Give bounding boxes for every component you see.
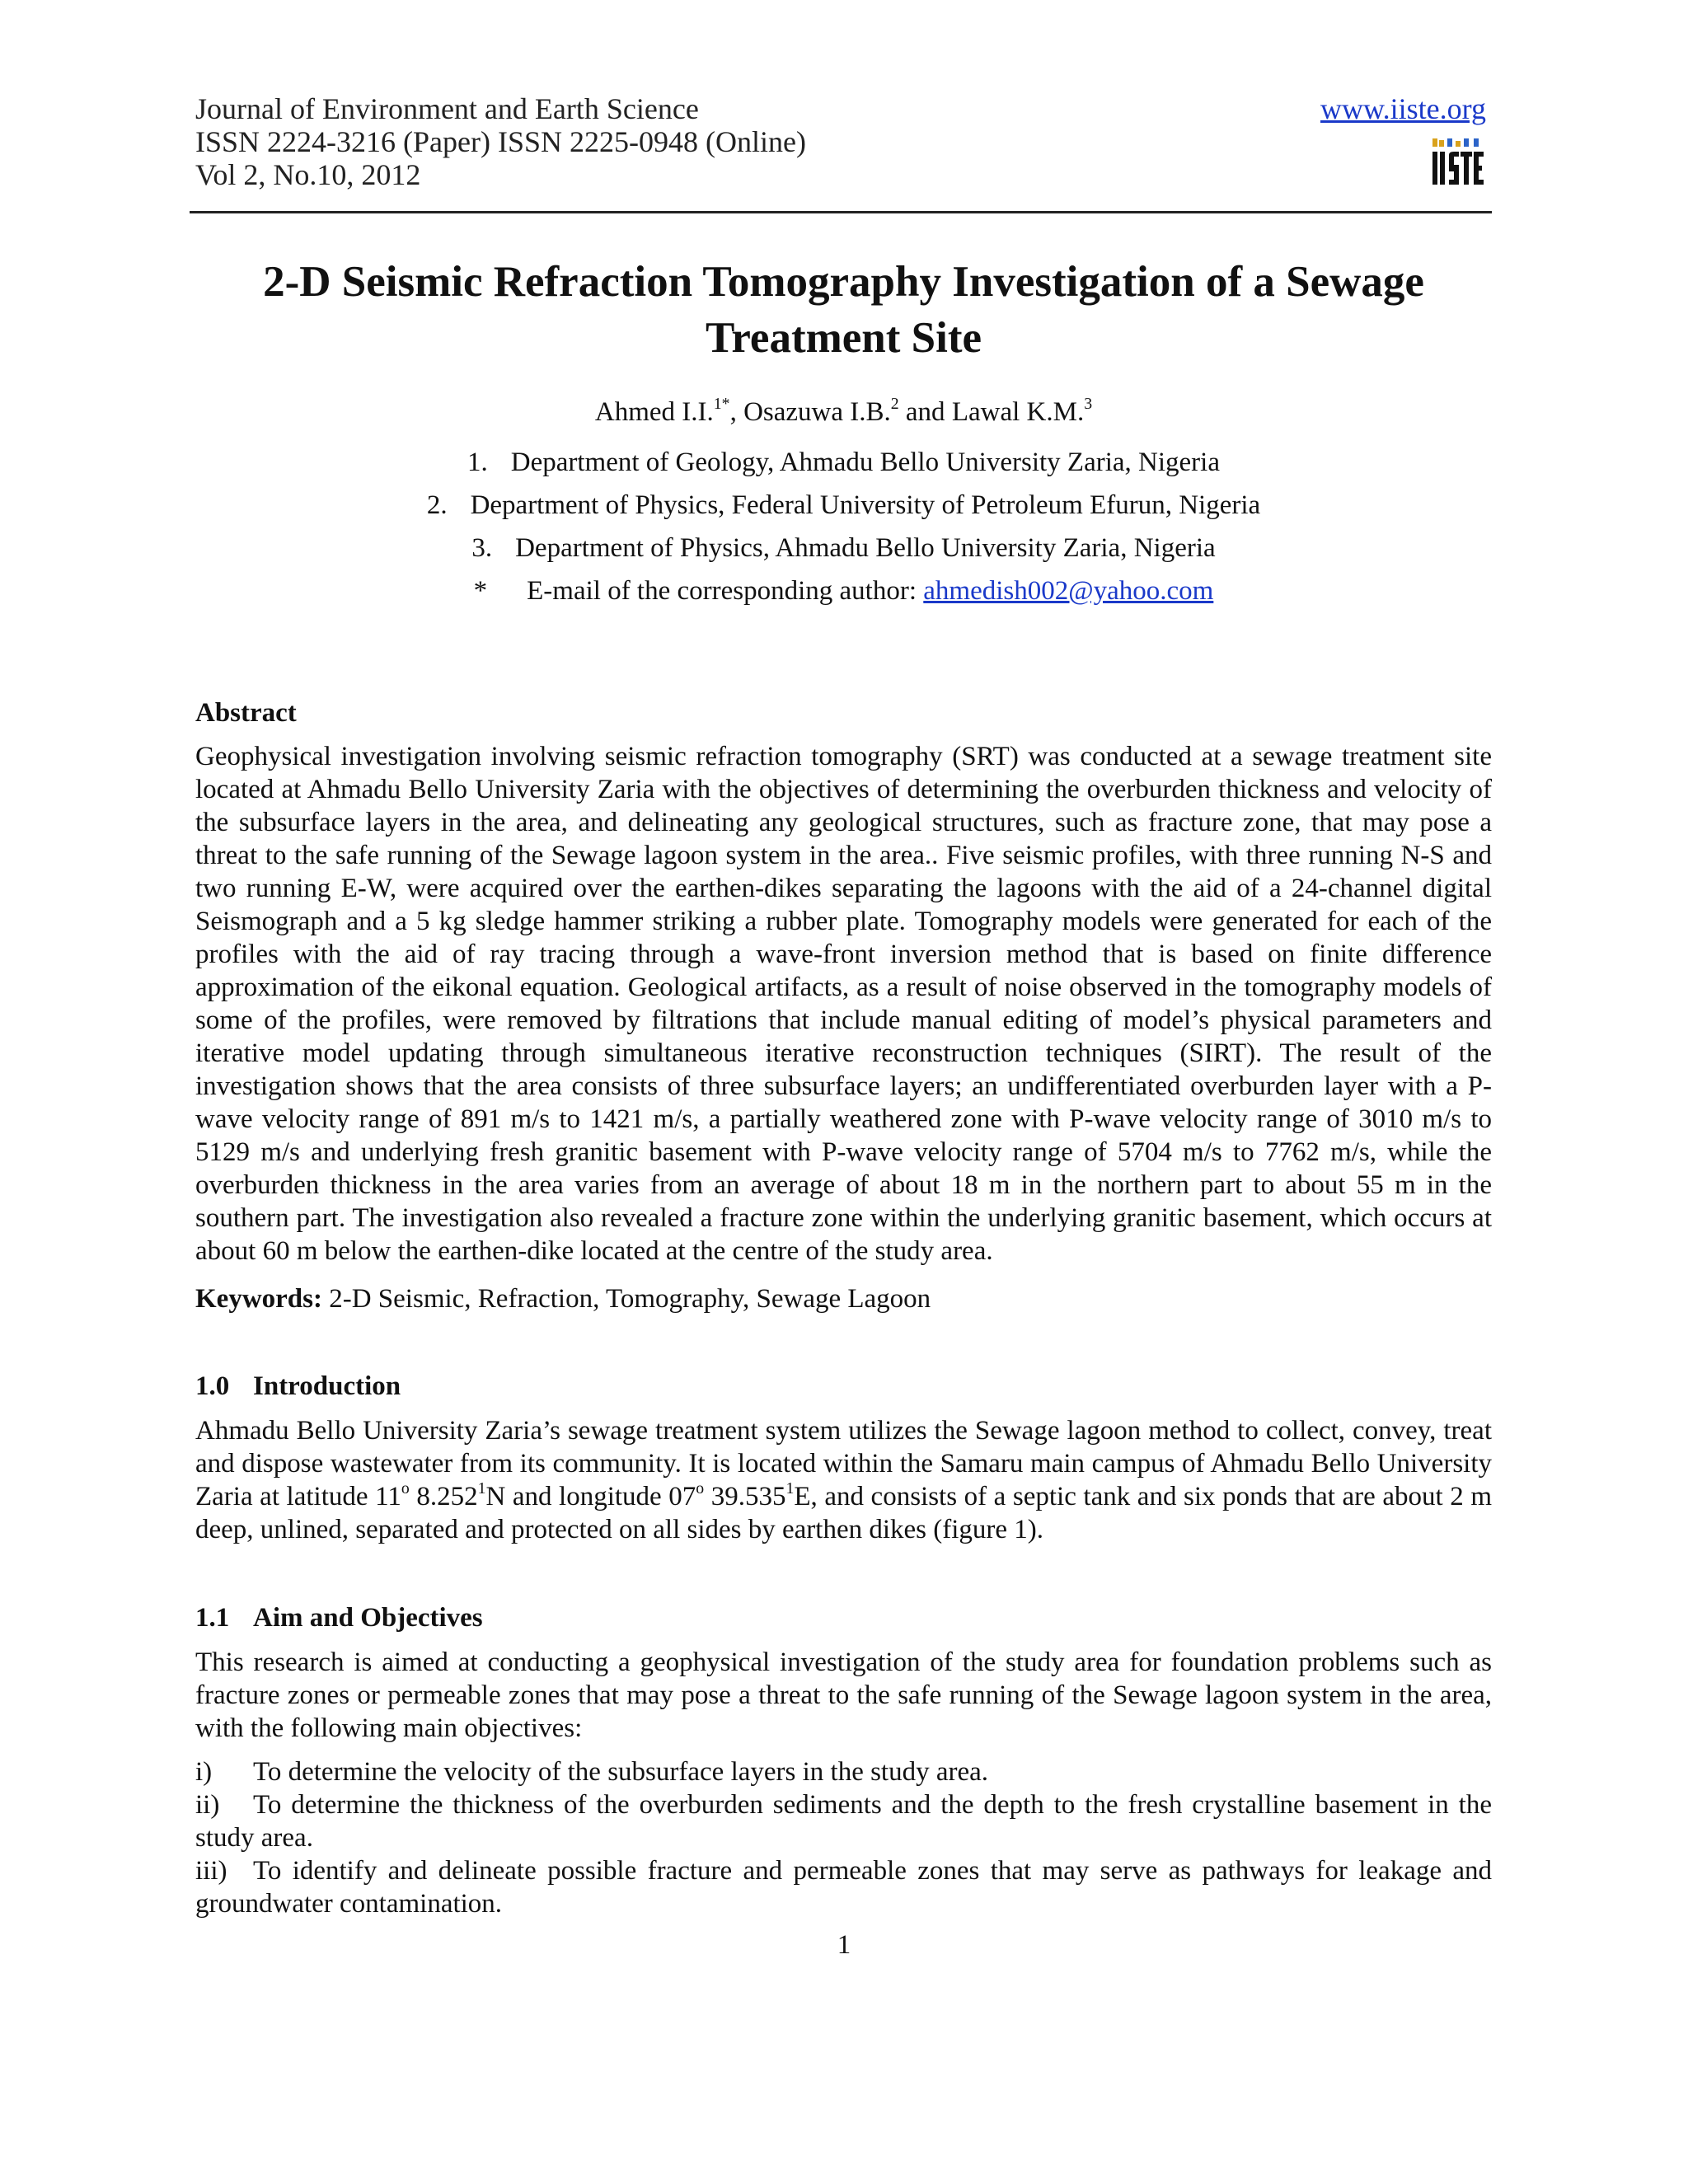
affiliation-number: 1.	[467, 448, 488, 477]
affiliation-text: Department of Physics, Ahmadu Bello University Zaria, Nigeria	[515, 533, 1216, 563]
author-1-sup: 1*	[713, 395, 730, 414]
corresponding-email-link[interactable]: ahmedish002@yahoo.com	[923, 576, 1214, 606]
paper-title: 2-D Seismic Refraction Tomography Investigation of a Sewage Treatment Site	[263, 258, 1424, 362]
objective-item	[195, 1755, 1492, 1788]
affiliation-item	[195, 441, 1492, 484]
abstract-text: Geophysical investigation involving seismic refraction tomography (SRT) was conducted at a sewage treatment site located at Ahmadu Bello University Zaria with the objectives of determining the overburden thickness and velocity of the subsurface layers in the area, and delineating any geological structures, such as fracture zone, that may pose a threat to the safe running of the Sewage lagoon system in the area.. Five seismic profiles, with three running N-S and two running E-W, were acquired over the earthen-dikes separating the lagoons with the aid of a 24-channel digital Seismograph and a 5 kg sledge hammer striking a rubber plate. Tomography models were generated for each of the profiles with the aid of ray tracing through a wave-front inversion method that is based on finite difference approximation of the eikonal equation. Geological artifacts, as a result of noise observed in the tomography models of some of the profiles, were removed by filtrations that include manual editing of model’s physical parameters and iterative model updating through simultaneous iterative reconstruction techniques (SIRT). The result of the investigation shows that the area consists of three subsurface layers; an undifferentiated overburden layer with a P-wave velocity range of 891 m/s to 1421 m/s, a partially weathered zone with P-wave velocity range of 3010 m/s to 5129 m/s and underlying fresh granitic basement with P-wave velocity range of 5704 m/s to 7762 m/s, while the overburden thickness in the area varies from an average of about 18 m in the northern part to about 55 m in the southern part. The investigation also revealed a fracture zone within the underlying granitic basement, which occurs at about 60 m below the earthen-dike located at the centre of the study area.	[195, 742, 1492, 1266]
objective-text: To determine the thickness of the overburden sediments and the depth to the fresh crystalline basement in the study area.	[195, 1790, 1492, 1853]
objective-text: To determine the velocity of the subsurface layers in the study area.	[253, 1757, 989, 1787]
author-1: Ahmed I.I.	[594, 397, 714, 427]
author-sep-2: and	[898, 397, 952, 427]
minute-sup-2: 1	[785, 1479, 795, 1498]
objective-number: ii)	[195, 1790, 220, 1820]
affiliation-text: Department of Physics, Federal University of Petroleum Efurun, Nigeria	[470, 490, 1261, 520]
section-heading-aim	[195, 1601, 1492, 1634]
objective-text: To identify and delineate possible fracture and permeable zones that may serve as pathways for leakage and groundwater contamination.	[195, 1856, 1492, 1919]
author-2-sup: 2	[890, 395, 899, 414]
objective-item	[195, 1788, 1492, 1854]
degree-sup-2: o	[696, 1479, 705, 1498]
affiliation-number: 2.	[426, 490, 448, 520]
author-sep-1: ,	[729, 397, 744, 427]
corresponding-label: E-mail of the corresponding author:	[527, 576, 924, 606]
author-2: Osazuwa I.B.	[743, 397, 891, 427]
header-divider	[190, 211, 1492, 213]
affiliation-item	[195, 527, 1492, 569]
corresponding-marker: *	[473, 576, 488, 606]
author-list	[195, 396, 1492, 429]
author-3-sup: 3	[1084, 395, 1093, 414]
introduction-paragraph	[195, 1414, 1492, 1546]
journal-website-link[interactable]: www.iiste.org	[1320, 92, 1486, 125]
journal-issn: ISSN 2224-3216 (Paper) ISSN 2225-0948 (Online)	[195, 125, 806, 158]
objective-item	[195, 1854, 1492, 1920]
section-heading-introduction	[195, 1370, 1492, 1403]
affiliation-number: 3.	[471, 533, 493, 563]
page-number: 1	[837, 1930, 851, 1960]
objectives-list	[195, 1755, 1492, 1920]
abstract-heading: Abstract	[195, 698, 297, 728]
section-title: Aim and Objectives	[253, 1603, 483, 1633]
affiliation-text: Department of Geology, Ahmadu Bello University Zaria, Nigeria	[510, 448, 1220, 477]
intro-text-2: 8.252	[409, 1482, 478, 1511]
iiste-logo-icon	[1431, 137, 1485, 188]
section-title: Introduction	[253, 1371, 401, 1401]
section-number: 1.0	[195, 1371, 230, 1401]
affiliation-item	[195, 484, 1492, 527]
keywords	[195, 1282, 1492, 1315]
journal-header	[195, 92, 806, 191]
intro-text-5: E, and consists of a septic tank and six ponds that are about 2 m deep, unlined, separated and protected on all sides by earthen dikes (figure 1).	[195, 1482, 1492, 1544]
aim-paragraph: This research is aimed at conducting a geophysical investigation of the study area for foundation problems such as fracture zones or permeable zones that may pose a threat to the safe running of the Sewage lagoon system in the area, with the following main objectives:	[195, 1647, 1492, 1743]
corresponding-author	[195, 569, 1492, 612]
objective-number: iii)	[195, 1856, 227, 1886]
intro-text-4: 39.535	[704, 1482, 786, 1511]
author-3: Lawal K.M.	[951, 397, 1085, 427]
journal-name: Journal of Environment and Earth Science	[195, 92, 699, 125]
objective-number: i)	[195, 1757, 213, 1787]
intro-text-3: N and longitude 07	[485, 1482, 696, 1511]
keywords-label: Keywords:	[195, 1284, 322, 1314]
minute-sup-1: 1	[477, 1479, 486, 1498]
affiliation-list	[195, 441, 1492, 612]
section-number: 1.1	[195, 1603, 230, 1633]
degree-sup-1: o	[401, 1479, 410, 1498]
intro-text-1: Ahmadu Bello University Zaria’s sewage treatment system utilizes the Sewage lagoon method to collect, convey, treat and dispose wastewater from its community. It is located within the Samaru main campus of Ahmadu Bello University Zaria at latitude 11	[195, 1416, 1492, 1511]
journal-volume: Vol 2, No.10, 2012	[195, 158, 421, 191]
keywords-text: 2-D Seismic, Refraction, Tomography, Sewage Lagoon	[321, 1284, 931, 1314]
